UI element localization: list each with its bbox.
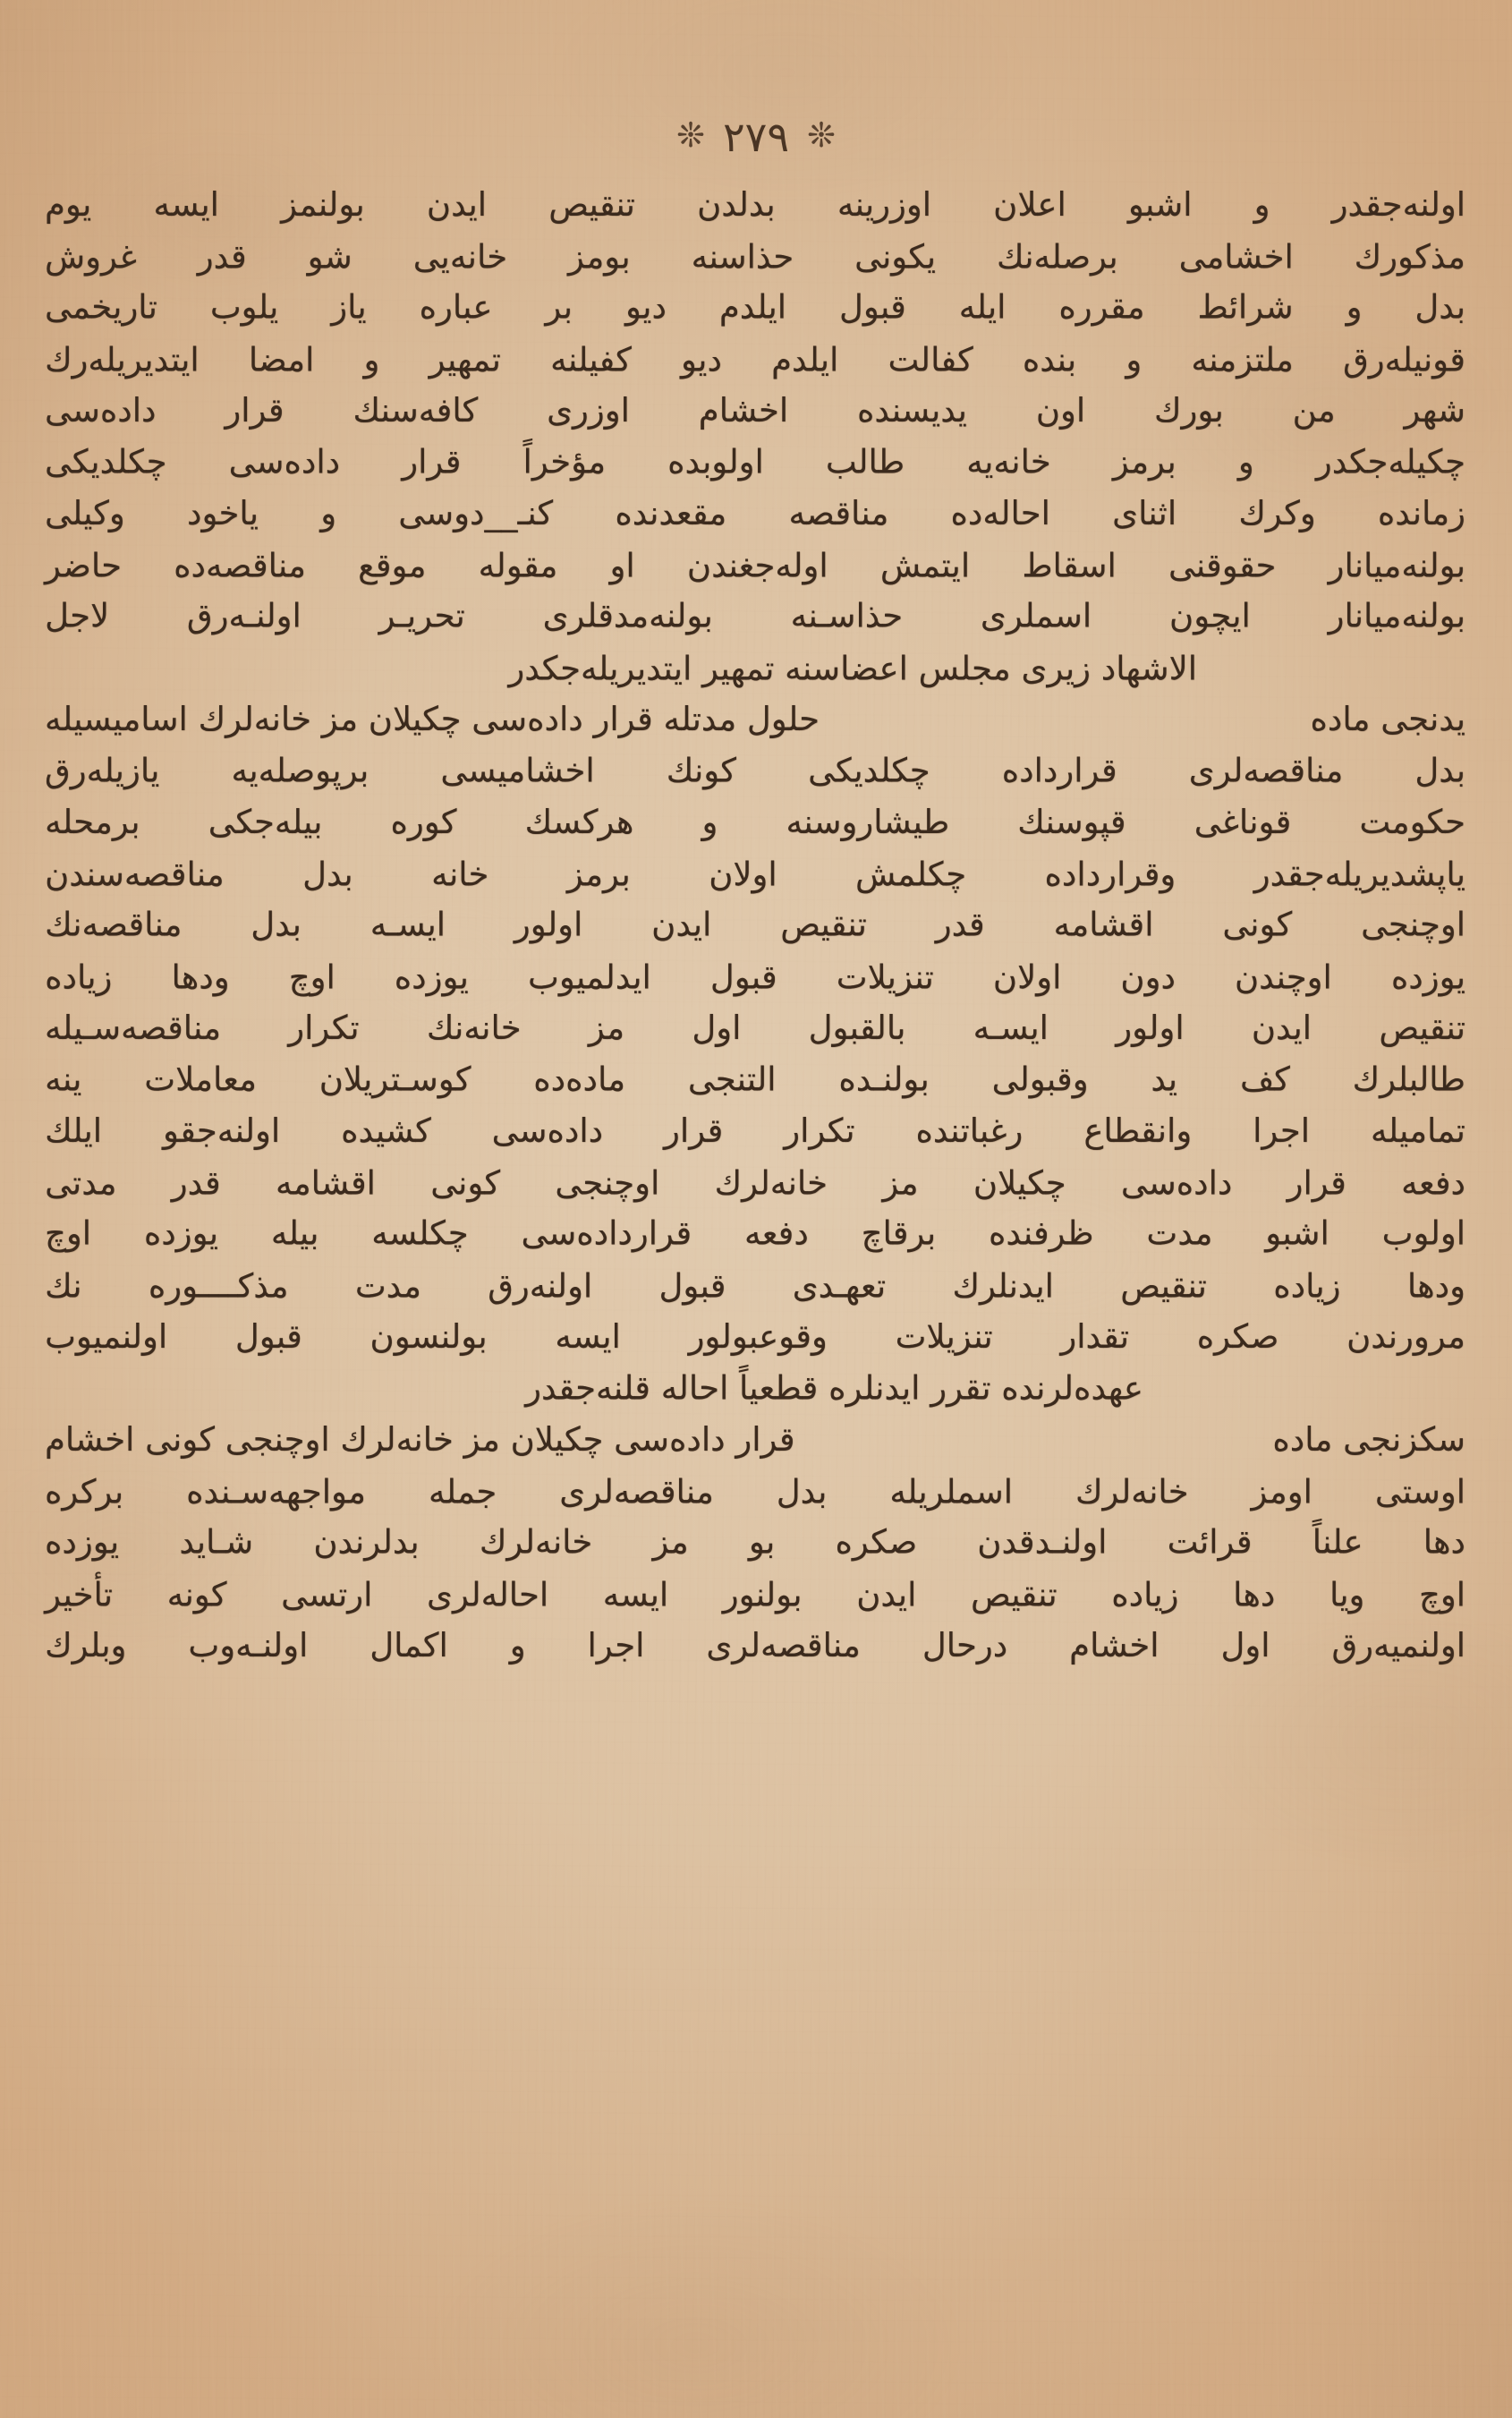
text-word: نك [45, 1266, 82, 1305]
text-word: امضا [248, 340, 315, 379]
text-word: مز [652, 1522, 689, 1562]
text-word: مقوله [478, 546, 558, 584]
text-word: مناقصە [788, 494, 889, 532]
text-word: بيله [270, 1213, 319, 1253]
text-word: ينه [45, 1060, 82, 1098]
text-line [45, 1466, 1465, 1518]
text-word: برمحله [45, 803, 140, 841]
text-line [45, 1311, 1465, 1363]
text-word: اسملريله [889, 1472, 1014, 1511]
text-line [45, 334, 1465, 386]
text-word: بدل [251, 905, 302, 944]
text-word: قوناغى [1193, 803, 1292, 841]
text-word: اشبو [1127, 185, 1193, 224]
text-word: بو [748, 1522, 776, 1562]
text-word: اجرا [1253, 1111, 1311, 1150]
text-word: اولنميەرق [1331, 1626, 1465, 1665]
text-word: ايلدم [718, 287, 787, 327]
text-line [45, 1105, 1465, 1157]
text-word: چكيلان [973, 1163, 1066, 1202]
text-word: ايدنلرك [952, 1266, 1054, 1305]
text-word: تنقيص [548, 185, 635, 224]
text-line [45, 488, 1465, 540]
text-word: بدلدن [697, 185, 776, 224]
text-word: چكلسه [371, 1213, 469, 1253]
text-word: ياز [331, 287, 367, 327]
text-word: قرار [664, 1111, 724, 1150]
text-word: اولان [709, 855, 777, 893]
text-word: تعهـدى [792, 1266, 887, 1305]
text-word: طيشاروسنه [786, 803, 950, 841]
text-word: تأخير [45, 1575, 114, 1613]
text-word: داده‌سى [228, 442, 341, 481]
text-word: يازيلەرق [45, 751, 160, 789]
text-word: داده‌سى [491, 1111, 604, 1150]
text-word: مناقصەسندن [45, 855, 225, 893]
text-word: و [1346, 287, 1363, 327]
text-word: ياپشديريله‌جقدر [1253, 855, 1465, 893]
text-word: قونيلەرق [1343, 340, 1465, 379]
text-line [45, 951, 1465, 1003]
text-line [45, 796, 1465, 848]
text-word: يوم [45, 185, 92, 224]
text-word: قدر [935, 905, 985, 944]
text-word: داده‌سى [1120, 1163, 1233, 1202]
text-word: كفيلنه [550, 340, 632, 379]
text-word: حاضر [45, 546, 122, 584]
text-word: حذاسنه [691, 237, 794, 276]
text-word: بولنسون [370, 1317, 488, 1356]
text-word: شو [307, 237, 353, 276]
text-word: يد [1151, 1060, 1178, 1098]
text-word: كونه [166, 1575, 227, 1613]
text-word: غروش [45, 237, 137, 276]
text-line [45, 591, 1465, 643]
text-word: وقبولى [991, 1060, 1089, 1098]
text-word: طالب [825, 442, 905, 481]
text-word: برمز [1112, 442, 1176, 481]
text-word: و [1126, 340, 1142, 379]
text-word: مدتى [45, 1163, 117, 1202]
text-word: بر [545, 287, 573, 327]
text-word: خانه‌لرك [714, 1163, 828, 1202]
text-word: اول [692, 1009, 742, 1047]
text-word: قرار [1287, 1163, 1346, 1202]
text-word: اون [1035, 391, 1086, 430]
text-word: قبول [709, 958, 777, 996]
text-line [45, 385, 1465, 437]
text-word: صكره [835, 1522, 918, 1562]
text-word: و [363, 340, 380, 379]
text-word: ارتسى [281, 1575, 373, 1613]
text-line [45, 643, 1465, 694]
text-word: قرارداده‌سى [521, 1213, 692, 1253]
text-word: قدر [197, 237, 247, 276]
text-word: زياده [1273, 1266, 1341, 1305]
text-word: يوزده [394, 958, 469, 996]
text-word: وقوعبولور [688, 1317, 828, 1356]
floral-ornament-left-icon: ❊ [807, 115, 836, 155]
text-word: اخشام [1069, 1626, 1159, 1665]
text-word: مناقصەده [174, 546, 306, 584]
text-line [45, 436, 1465, 488]
text-word: بورك [1154, 391, 1224, 430]
text-word: علناً [1312, 1522, 1363, 1562]
article-heading-text: قرار داده‌سى چكيلان مز خانه‌لرك اوچنجى كونى اخشام [45, 1420, 795, 1459]
text-word: تكرار [288, 1009, 360, 1047]
text-word: ايسـه [370, 905, 446, 944]
text-word: اولنـدقدن [977, 1522, 1108, 1562]
text-word: تنقيص [970, 1575, 1058, 1613]
text-word: اوچ [288, 958, 336, 996]
text-word: بالقبول [808, 1009, 906, 1047]
text-word: درحال [922, 1626, 1008, 1665]
text-word: اسقاط [1022, 546, 1117, 584]
text-word: چكيله‌جكدر [1315, 442, 1465, 481]
text-word: يكونى [854, 237, 937, 276]
text-word: مناقصەسـيله [45, 1009, 222, 1047]
text-word: زياده [45, 958, 113, 996]
text-word: قرارداده [1001, 751, 1117, 789]
text-word: صكره [1196, 1317, 1279, 1356]
text-word: قبول [658, 1266, 726, 1305]
text-word: ودها [1406, 1266, 1465, 1305]
text-word: يوزده [1390, 958, 1465, 996]
text-word: رغباتنده [915, 1111, 1024, 1150]
article-heading-text: حلول مدتله قرار داده‌سى چكيلان مز خانه‌لرك اساميسيله [45, 700, 820, 738]
text-word: شرائط [1197, 287, 1294, 327]
text-word: دفعه [1401, 1163, 1465, 1202]
text-word: بولنمز [281, 185, 365, 224]
text-word: مناقصەلرى [706, 1626, 861, 1665]
text-word: بولنه‌ميانار [1328, 596, 1465, 635]
text-word: اولور [514, 905, 583, 944]
text-word: هركسك [524, 803, 634, 841]
text-line [45, 540, 1465, 592]
text-word: بولنور [722, 1575, 803, 1613]
text-word: مناقصەلرى [559, 1472, 714, 1511]
text-word: ايدن [856, 1575, 917, 1613]
text-word: تماميله [1370, 1111, 1465, 1150]
text-word: موقع [358, 546, 427, 584]
text-word: بيلەجكى [208, 803, 323, 841]
text-line [45, 899, 1465, 951]
text-word: ياخود [186, 494, 259, 532]
text-word: ايدن [1251, 1009, 1312, 1047]
floral-ornament-right-icon: ❊ [676, 115, 705, 155]
text-word: دها [1423, 1522, 1465, 1562]
text-word: حقوقنى [1168, 546, 1277, 584]
text-word: لاجل [45, 596, 110, 635]
text-line [45, 1157, 1465, 1209]
text-word: ظرفنده [989, 1213, 1094, 1253]
text-word: ايسه [555, 1317, 621, 1356]
text-word: اولوب [1381, 1213, 1465, 1253]
text-word: بولنـده [838, 1060, 930, 1098]
text-word: او [609, 546, 635, 584]
text-word: مناقصەنك [45, 905, 183, 944]
text-word: برقاچ [861, 1213, 937, 1253]
text-word: تقدار [1060, 1317, 1129, 1356]
text-word: تنزيلات [836, 958, 934, 996]
text-word: خانەيى [412, 237, 508, 276]
text-word: داده‌سى [45, 391, 157, 430]
text-word: التنجى [687, 1060, 777, 1098]
text-word: اولور [1116, 1009, 1185, 1047]
page-bottom-margin [0, 2210, 1512, 2418]
text-word: ديو [681, 340, 722, 379]
text-word: اولوبده [667, 442, 764, 481]
text-line [45, 694, 1465, 745]
text-word: من [1292, 391, 1336, 430]
text-word: اوچندن [1235, 958, 1332, 996]
text-word: ايسه [602, 1575, 669, 1613]
text-line [45, 745, 1465, 796]
text-word: كونى [1222, 905, 1293, 944]
text-word: بولنه‌ميانار [1328, 546, 1465, 584]
text-word: معاملات [144, 1060, 257, 1098]
text-word: چكلمش [855, 855, 967, 893]
text-word: اولان [992, 958, 1062, 996]
text-word: و [1253, 185, 1270, 224]
text-word: كونك [666, 751, 736, 789]
text-word: اولنەرق [488, 1266, 593, 1305]
text-word: ايتمش [879, 546, 971, 584]
text-word: برصلەنك [997, 237, 1118, 276]
text-word: اعلان [993, 185, 1066, 224]
text-word: كوره [390, 803, 457, 841]
text-word: مدت [1146, 1213, 1213, 1253]
text-word: ايلك [45, 1111, 103, 1150]
text-word: طالبلرك [1352, 1060, 1465, 1098]
text-word: تنقيص [1120, 1266, 1207, 1305]
text-word: اخشاميسى [440, 751, 595, 789]
text-word: ايتديريلەرك [45, 340, 200, 379]
text-line [45, 1002, 1465, 1054]
text-word: بدل [1414, 751, 1465, 789]
text-line [45, 1620, 1465, 1672]
text-word: شهر [1404, 391, 1465, 430]
text-word: كفالت [888, 340, 973, 379]
text-word: بولنه‌مدقلرى [542, 596, 713, 635]
text-word: برمز [566, 855, 631, 893]
text-word: يلوب [209, 287, 279, 327]
text-word: تنقيص [1379, 1009, 1465, 1047]
text-word: جمله [428, 1472, 497, 1511]
text-word: قرار [225, 391, 285, 430]
text-word: اجرا [587, 1626, 645, 1665]
text-word: اسملرى [980, 596, 1092, 635]
text-word: كنـ__دوسى [398, 494, 554, 532]
text-word: قرار [402, 442, 462, 481]
text-word: ايدن [651, 905, 712, 944]
text-word: مقرره [1058, 287, 1145, 327]
text-word: اوستى [1374, 1472, 1465, 1511]
text-word: خانه‌لرك [1075, 1472, 1189, 1511]
text-word: اوچنجى [1361, 905, 1465, 944]
text-word: مرورندن [1346, 1317, 1465, 1356]
text-word: ايدن [426, 185, 488, 224]
text-word: كشيده [341, 1111, 431, 1150]
text-line [45, 179, 1465, 231]
text-word: اكمال [370, 1626, 448, 1665]
text-word: خانه‌لرك [479, 1522, 593, 1562]
article-heading-label: سكزنجى ماده [1272, 1420, 1465, 1459]
text-word: اولنه‌جقو [163, 1111, 281, 1150]
text-word: حكومت [1359, 803, 1465, 841]
text-word: ديو [625, 287, 667, 327]
text-word: اول [1220, 1626, 1270, 1665]
text-word: اقشامه [1053, 905, 1154, 944]
text-word: اومز [1251, 1472, 1312, 1511]
text-word: اوچ [1418, 1575, 1465, 1613]
text-line [45, 1569, 1465, 1621]
text-word: يديسنده [856, 391, 967, 430]
text-word: تكرار [784, 1111, 855, 1150]
text-word: مادەده [533, 1060, 626, 1098]
text-word: اوچنجى [555, 1163, 660, 1202]
text-word: اولنـەوب [188, 1626, 309, 1665]
text-word: تنقيص [780, 905, 867, 944]
text-word: ايچون [1169, 596, 1251, 635]
text-word: دفعه [743, 1213, 809, 1253]
text-word: وانقطاع [1083, 1111, 1193, 1150]
text-word: حذاسـنه [790, 596, 904, 635]
text-word: اخشامى [1178, 237, 1294, 276]
text-word: بدل [1414, 287, 1465, 327]
paragraph-end-text: الاشهاد زيرى مجلس اعضاسنه تمهير ايتديريله‌جكدر [508, 649, 1197, 687]
text-line [45, 1053, 1465, 1105]
text-word: قپوسنك [1017, 803, 1126, 841]
text-word: قبول [234, 1317, 302, 1356]
text-word: اوچ [45, 1213, 92, 1253]
text-word: اثناى [1112, 494, 1177, 532]
text-word: تحريـر [378, 596, 465, 635]
text-line [45, 282, 1465, 334]
text-word: شـايد [179, 1522, 254, 1562]
text-word: و [701, 803, 718, 841]
text-word: بركره [45, 1472, 124, 1511]
text-word: قدر [171, 1163, 221, 1202]
text-word: ايسـه [973, 1009, 1049, 1047]
text-line [45, 1414, 1465, 1466]
text-word: خانەيه [966, 442, 1051, 481]
article-heading-label: يدنجى ماده [1310, 700, 1465, 738]
text-word: ايلدم [771, 340, 839, 379]
text-word: خانەنك [426, 1009, 522, 1047]
paragraph-end-text: عهدەلرنده تقرر ايدنلره قطعياً احاله قلنه‌جقدر [525, 1368, 1143, 1407]
text-word: وقرارداده [1044, 855, 1176, 893]
text-word: بدلرندن [313, 1522, 420, 1562]
text-word: احالەده [950, 494, 1050, 532]
text-word: چكلديكى [808, 751, 930, 789]
text-word: دها [1233, 1575, 1276, 1613]
text-word: تنزيلات [895, 1317, 993, 1356]
text-line [45, 231, 1465, 283]
text-word: ويا [1329, 1575, 1365, 1613]
text-word: كافەسنك [353, 391, 479, 430]
text-word: اولنـەرق [186, 596, 302, 635]
text-word: احالەلرى [427, 1575, 549, 1613]
text-word: ايسه [153, 185, 219, 224]
text-word: ايله [958, 287, 1007, 327]
text-word: ايدلميوب [528, 958, 651, 996]
text-word: كونى [430, 1163, 501, 1202]
text-line [45, 848, 1465, 900]
text-word: قرائت [1167, 1522, 1253, 1562]
text-word: اقشامه [276, 1163, 376, 1202]
text-word: مناقصەلرى [1188, 751, 1344, 789]
text-word: وكرك [1238, 494, 1316, 532]
text-word: و [320, 494, 337, 532]
text-word: يوزده [143, 1213, 219, 1253]
text-word: اوزرينه [837, 185, 931, 224]
page-number: ٢٧٩ [722, 113, 790, 161]
text-word: ملتزمنه [1191, 340, 1294, 379]
text-word: بومز [568, 237, 631, 276]
text-word: خانه [431, 855, 489, 893]
text-word: كف [1239, 1060, 1290, 1098]
text-word: قبول [838, 287, 906, 327]
text-word: و [509, 1626, 526, 1665]
text-word: برپوصلەيه [231, 751, 370, 789]
text-word: مذكــــوره [148, 1266, 289, 1305]
text-word: اولنميوب [45, 1317, 168, 1356]
text-word: مواجهه‌سـنده [186, 1472, 366, 1511]
text-word: وكيلى [45, 494, 125, 532]
text-word: مدت [354, 1266, 421, 1305]
text-word: تاريخمى [45, 287, 157, 327]
text-word: تمهير [429, 340, 501, 379]
text-line [45, 1260, 1465, 1312]
text-word: مز [588, 1009, 625, 1047]
document-text-block [45, 179, 1465, 1672]
text-word: مؤخراً [522, 442, 607, 481]
text-word: كوسـتريلان [319, 1060, 471, 1098]
text-word: اولەجغندن [686, 546, 828, 584]
text-word: زياده [1111, 1575, 1179, 1613]
text-word: ودها [171, 958, 230, 996]
text-line [45, 1208, 1465, 1260]
text-word: اخشام [698, 391, 789, 430]
text-word: يوزده [45, 1522, 120, 1562]
text-word: بدل [776, 1472, 828, 1511]
text-word: زمانده [1377, 494, 1465, 532]
text-line [45, 1362, 1465, 1414]
text-word: مقعدنده [615, 494, 727, 532]
text-word: و [1237, 442, 1254, 481]
text-word: عباره [419, 287, 493, 327]
text-word: وبلرك [45, 1626, 127, 1665]
text-word: چكلديكى [45, 442, 167, 481]
text-word: اوزرى [547, 391, 630, 430]
text-word: دون [1120, 958, 1176, 996]
text-word: مز [882, 1163, 919, 1202]
text-word: اولنه‌جقدر [1331, 185, 1465, 224]
text-word: بنده [1022, 340, 1077, 379]
text-word: بدل [302, 855, 353, 893]
text-line [45, 1517, 1465, 1569]
text-word: اشبو [1265, 1213, 1329, 1253]
page-header [0, 106, 1512, 168]
text-word: مذكورك [1354, 237, 1465, 276]
